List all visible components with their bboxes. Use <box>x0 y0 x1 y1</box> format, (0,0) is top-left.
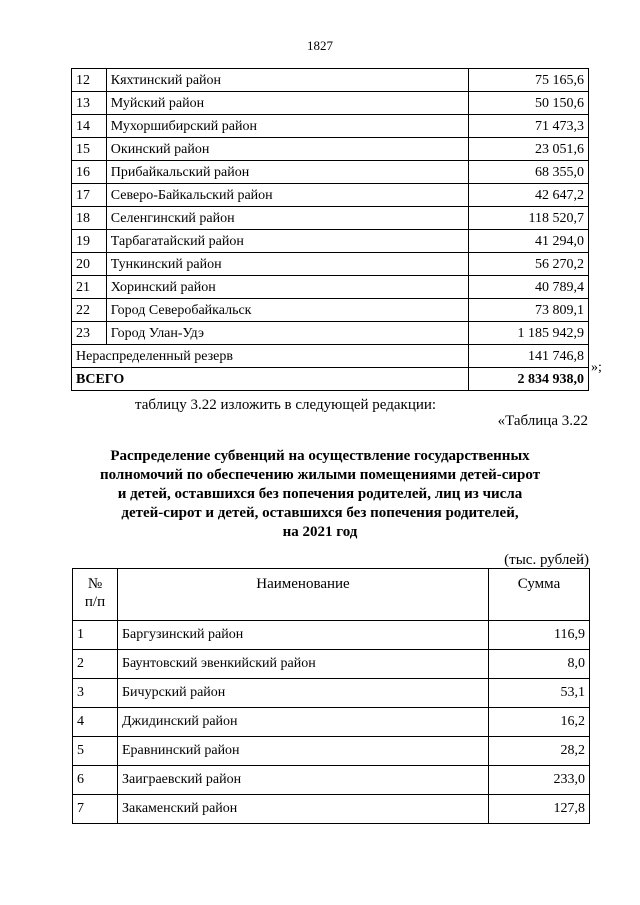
row-number: 6 <box>73 766 118 795</box>
row-number: 13 <box>72 92 107 115</box>
amount: 50 150,6 <box>469 92 589 115</box>
row-number: 1 <box>73 621 118 650</box>
reserve-amount: 141 746,8 <box>469 345 589 368</box>
table-row <box>73 621 590 650</box>
row-number: 5 <box>73 737 118 766</box>
header-name: Наименование <box>118 569 489 621</box>
table-row <box>73 766 590 795</box>
amount: 56 270,2 <box>469 253 589 276</box>
amount: 53,1 <box>489 679 590 708</box>
table-row <box>72 322 589 345</box>
heading-line: и детей, оставшихся без попечения родителей, лиц из числа <box>117 486 523 502</box>
header-sum: Сумма <box>489 569 590 621</box>
table-row <box>72 138 589 161</box>
table-row <box>72 276 589 299</box>
amount: 40 789,4 <box>469 276 589 299</box>
table-row <box>73 795 590 824</box>
amount: 127,8 <box>489 795 590 824</box>
row-number: 4 <box>73 708 118 737</box>
table-row <box>73 679 590 708</box>
amount: 42 647,2 <box>469 184 589 207</box>
table-heading <box>90 447 550 542</box>
table-label: «Таблица 3.22 <box>497 413 588 429</box>
district-name: Кяхтинский район <box>106 69 469 92</box>
total-amount: 2 834 938,0 <box>469 368 589 391</box>
amount: 1 185 942,9 <box>469 322 589 345</box>
reserve-label: Нераспределенный резерв <box>72 345 469 368</box>
table-row <box>72 253 589 276</box>
table-row <box>73 708 590 737</box>
table-row <box>73 737 590 766</box>
amount: 71 473,3 <box>469 115 589 138</box>
district-name: Баунтовский эвенкийский район <box>118 650 489 679</box>
district-name: Окинский район <box>106 138 469 161</box>
header-number-line1: № <box>87 576 103 592</box>
closing-quote: »; <box>591 360 602 375</box>
reserve-row <box>72 345 589 368</box>
table-row <box>72 69 589 92</box>
row-number: 20 <box>72 253 107 276</box>
table-row <box>72 299 589 322</box>
table-row <box>73 650 590 679</box>
district-name: Баргузинский район <box>118 621 489 650</box>
row-number: 16 <box>72 161 107 184</box>
total-row <box>72 368 589 391</box>
table-row <box>72 207 589 230</box>
units-label: (тыс. рублей) <box>504 552 589 568</box>
district-name: Муйский район <box>106 92 469 115</box>
district-name: Мухоршибирский район <box>106 115 469 138</box>
header-number-line2: п/п <box>84 594 106 610</box>
row-number: 12 <box>72 69 107 92</box>
amount: 116,9 <box>489 621 590 650</box>
amount: 16,2 <box>489 708 590 737</box>
row-number: 19 <box>72 230 107 253</box>
district-name: Прибайкальский район <box>106 161 469 184</box>
row-number: 14 <box>72 115 107 138</box>
district-name: Город Улан-Удэ <box>106 322 469 345</box>
row-number: 3 <box>73 679 118 708</box>
district-name: Город Северобайкальск <box>106 299 469 322</box>
row-number: 2 <box>73 650 118 679</box>
heading-line: детей-сирот и детей, оставшихся без попечения родителей, <box>121 505 519 521</box>
district-name: Селенгинский район <box>106 207 469 230</box>
amount: 28,2 <box>489 737 590 766</box>
table-row <box>72 92 589 115</box>
subsidy-table-continued <box>71 68 589 391</box>
district-name: Северо-Байкальский район <box>106 184 469 207</box>
district-name: Тункинский район <box>106 253 469 276</box>
amount: 8,0 <box>489 650 590 679</box>
header-number <box>73 569 118 621</box>
row-number: 17 <box>72 184 107 207</box>
row-number: 21 <box>72 276 107 299</box>
instruction-text: таблицу 3.22 изложить в следующей редакции: <box>135 397 437 413</box>
district-name: Хоринский район <box>106 276 469 299</box>
amount: 41 294,0 <box>469 230 589 253</box>
table-row <box>72 184 589 207</box>
table-row <box>72 161 589 184</box>
table-row <box>72 230 589 253</box>
district-name: Тарбагатайский район <box>106 230 469 253</box>
amount: 68 355,0 <box>469 161 589 184</box>
district-name: Джидинский район <box>118 708 489 737</box>
subsidy-table-3-22 <box>72 568 590 824</box>
district-name: Бичурский район <box>118 679 489 708</box>
amount: 118 520,7 <box>469 207 589 230</box>
heading-line: полномочий по обеспечению жилыми помещениями детей-сирот <box>99 467 541 483</box>
row-number: 15 <box>72 138 107 161</box>
amount: 75 165,6 <box>469 69 589 92</box>
heading-line: на 2021 год <box>282 524 358 540</box>
amount: 73 809,1 <box>469 299 589 322</box>
total-label: ВСЕГО <box>72 368 469 391</box>
row-number: 7 <box>73 795 118 824</box>
header-row <box>73 569 590 621</box>
district-name: Еравнинский район <box>118 737 489 766</box>
row-number: 18 <box>72 207 107 230</box>
row-number: 22 <box>72 299 107 322</box>
amount: 23 051,6 <box>469 138 589 161</box>
table-row <box>72 115 589 138</box>
page-number: 1827 <box>307 38 333 53</box>
row-number: 23 <box>72 322 107 345</box>
district-name: Заиграевский район <box>118 766 489 795</box>
amount: 233,0 <box>489 766 590 795</box>
district-name: Закаменский район <box>118 795 489 824</box>
heading-line: Распределение субвенций на осуществление государственных <box>110 448 530 464</box>
